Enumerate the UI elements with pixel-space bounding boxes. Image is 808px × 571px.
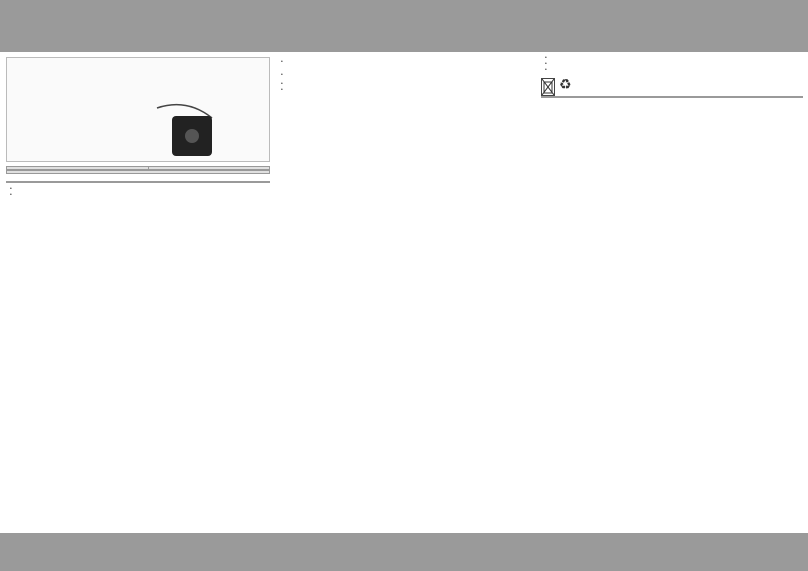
column-2 <box>277 55 535 93</box>
list-item <box>6 192 270 198</box>
list-item <box>541 67 803 73</box>
header-bar <box>0 0 808 52</box>
column-3 <box>541 55 803 101</box>
icicle-light-illustration <box>7 58 269 161</box>
list-item <box>277 72 535 78</box>
psu-header <box>6 170 270 174</box>
list-item <box>277 87 535 93</box>
control-button <box>185 129 199 143</box>
recycling-icon: ♻ <box>559 76 572 92</box>
lang-band-de <box>6 181 270 183</box>
product-figure <box>6 57 270 162</box>
footer-bar <box>0 533 808 571</box>
weee-bin-icon <box>541 78 555 96</box>
lang-band-en <box>541 96 803 98</box>
list-item <box>277 59 535 65</box>
column-1 <box>6 55 270 198</box>
